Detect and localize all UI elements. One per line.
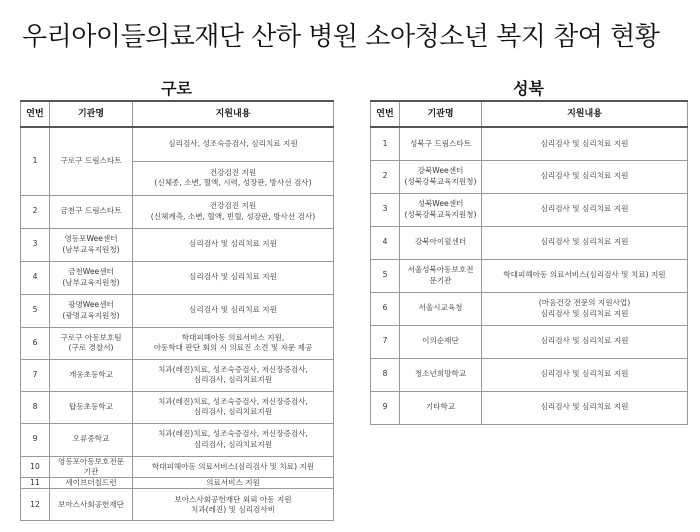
support-line: (마음건강 전문의 지원사업) <box>538 298 631 308</box>
org-name <box>50 391 133 423</box>
support-line: 심리검사 및 심리치료 지원 <box>540 204 629 214</box>
support-content <box>482 160 688 193</box>
row-number: 6 <box>371 292 400 325</box>
support-content <box>133 456 334 478</box>
row-number: 8 <box>371 358 400 391</box>
org-name-line: (구로 경찰서) <box>68 343 114 352</box>
column-header-org: 기관명 <box>400 101 482 127</box>
column-header-no: 연번 <box>371 101 400 127</box>
support-content <box>133 161 334 195</box>
support-line: 심리검사 및 심리치료 지원 <box>540 171 629 181</box>
support-line: 심리검사 및 심리치료 지원 <box>540 369 629 379</box>
table-row <box>21 127 334 161</box>
support-content <box>482 391 688 424</box>
support-line: 학대피해아동 의료서비스(심리검사 및 치료) 지원 <box>503 270 666 280</box>
org-name-line: 세이브더칠드런 <box>65 478 117 487</box>
support-content <box>482 226 688 259</box>
org-name-line: 문기관 <box>429 275 452 285</box>
row-number: 3 <box>371 193 400 226</box>
org-name-line: (광명교육지원청) <box>62 310 120 320</box>
org-name-line: 개웅초등학교 <box>68 369 113 379</box>
support-content <box>482 259 688 292</box>
org-name-line: 보아스사회공헌재단 <box>57 499 125 509</box>
support-line: 심리검사 및 심리치료 지원 <box>189 272 277 282</box>
support-content <box>133 294 334 327</box>
org-name <box>50 478 133 489</box>
support-line: 치과(레진)치료, 성조숙증검사, 저신장증검사, <box>157 429 309 439</box>
column-header-support: 지원내용 <box>133 101 334 127</box>
row-number: 5 <box>371 259 400 292</box>
table-row <box>21 228 334 261</box>
support-content <box>133 359 334 391</box>
table-row <box>371 325 688 358</box>
support-line: 심리검사, 성조숙증검사, 심리치료 지원 <box>168 139 298 149</box>
row-number: 6 <box>21 327 50 359</box>
org-name <box>400 226 482 259</box>
support-content <box>133 489 334 521</box>
support-line: 학대피해아동 의료서비스 지원, <box>181 332 285 342</box>
org-name-line: 성북구 드림스타트 <box>409 138 472 148</box>
org-name <box>50 423 133 456</box>
table-row <box>371 127 688 160</box>
page-title: 우리아이들의료재단 산하 병원 소아청소년 복지 참여 현황 <box>22 22 660 52</box>
org-name-line: 이의순재단 <box>422 336 459 346</box>
org-name <box>50 327 133 359</box>
org-name <box>400 391 482 424</box>
row-number: 7 <box>21 359 50 391</box>
table-row <box>21 423 334 456</box>
org-name-line: 기관 <box>83 466 99 476</box>
support-content <box>133 423 334 456</box>
support-line: 치과(레진)치료, 성조숙증검사, 저신장증검사, <box>157 364 309 374</box>
table-row <box>21 391 334 423</box>
row-number: 7 <box>371 325 400 358</box>
support-line: 심리검사 및 심리치료 지원 <box>540 308 629 318</box>
org-name <box>400 358 482 391</box>
org-name-line: 청소년희망학교 <box>414 369 467 379</box>
column-header-support: 지원내용 <box>482 101 688 127</box>
org-name-line: 탑동초등학교 <box>68 401 113 411</box>
support-line: 아동학대 판단 회의 시 의료진 소견 및 자문 제공 <box>153 343 313 352</box>
table-row <box>21 359 334 391</box>
org-name-line: 구로구 드림스타트 <box>60 156 122 166</box>
org-name <box>50 261 133 294</box>
row-number: 1 <box>371 127 400 160</box>
support-line: 심리검사, 심리치료지원 <box>193 407 273 416</box>
table-row <box>371 391 688 424</box>
org-name <box>400 160 482 193</box>
support-line: 심리검사 및 심리치료 지원 <box>540 237 629 247</box>
support-content <box>133 195 334 228</box>
table-row <box>371 358 688 391</box>
support-line: 심리검사, 심리치료지원 <box>193 375 273 384</box>
table-row <box>371 292 688 325</box>
org-name <box>50 228 133 261</box>
support-line: 심리검사 및 심리치료 지원 <box>540 402 629 412</box>
support-line: 건강검진 지원 <box>209 201 257 211</box>
org-name-line: 서울성북아동보호전 <box>407 265 474 275</box>
org-name <box>400 325 482 358</box>
table-row <box>21 327 334 359</box>
support-content <box>482 325 688 358</box>
table-header-row <box>21 101 334 127</box>
support-content <box>133 391 334 423</box>
support-content <box>133 261 334 294</box>
seongbuk-table <box>370 100 688 425</box>
support-content <box>482 292 688 325</box>
row-number: 5 <box>21 294 50 327</box>
table-row <box>21 261 334 294</box>
org-name <box>400 193 482 226</box>
seongbuk-heading: 성북 <box>513 79 544 98</box>
column-header-org: 기관명 <box>50 101 133 127</box>
org-name-line: (남부교육지원청) <box>62 277 120 287</box>
support-line: (신체계측, 소변, 혈액, 빈혈, 성장판, 방사선 검사) <box>150 211 316 221</box>
org-name <box>400 127 482 160</box>
support-line: 학대피해아동 의료서비스(심리검사 및 치료) 지원 <box>151 461 315 471</box>
row-number: 4 <box>371 226 400 259</box>
org-name-line: 금천구 드림스타트 <box>60 206 122 216</box>
table-row <box>21 456 334 478</box>
table-row <box>21 489 334 521</box>
support-line: 심리검사 및 심리치료 지원 <box>540 336 629 346</box>
org-name-line: 강북Wee센터 <box>417 166 464 176</box>
org-name-line: (성북강북교육지원청) <box>404 176 477 186</box>
support-content <box>133 478 334 489</box>
row-number: 9 <box>21 423 50 456</box>
support-content <box>133 327 334 359</box>
support-line: 치과(레진) 및 심리검사비 <box>190 504 276 514</box>
support-line: 심리검사 및 심리치료 지원 <box>540 138 629 148</box>
org-name-line: 영등포아동보호전문 <box>57 456 125 466</box>
org-name-line: 강북아이윌센터 <box>414 237 467 247</box>
support-line: 치과(레진)치료, 성조숙증검사, 저신장증검사, <box>157 396 309 406</box>
table-header-row <box>371 101 688 127</box>
row-number: 2 <box>21 195 50 228</box>
guro-heading: 구로 <box>161 79 192 98</box>
org-name-line: 광명Wee센터 <box>68 300 114 310</box>
row-number: 8 <box>21 391 50 423</box>
org-name-line: 영등포Wee센터 <box>64 234 118 244</box>
org-name-line: 기타학교 <box>425 402 456 412</box>
org-name <box>50 359 133 391</box>
table-row <box>21 195 334 228</box>
support-line: 심리검사 및 심리치료 지원 <box>189 239 277 249</box>
support-line: 심리검사, 심리치료지원 <box>193 439 273 449</box>
row-number: 9 <box>371 391 400 424</box>
org-name <box>50 127 133 195</box>
row-number: 2 <box>371 160 400 193</box>
org-name <box>50 294 133 327</box>
org-name <box>50 195 133 228</box>
org-name-line: 구로구 아동보호팀 <box>60 332 122 342</box>
org-name-line: 오류중학교 <box>72 434 110 444</box>
org-name <box>400 259 482 292</box>
support-line: 보아스사회공헌재단 외뢰 아동 지원 <box>174 494 292 504</box>
support-line: 의료서비스 지원 <box>206 478 260 487</box>
support-content <box>133 228 334 261</box>
support-line: 건강검진 지원 <box>209 167 257 177</box>
org-name <box>50 456 133 478</box>
support-content <box>133 127 334 161</box>
table-row <box>21 294 334 327</box>
row-number: 11 <box>21 478 50 489</box>
table-row <box>371 259 688 292</box>
table-row <box>371 226 688 259</box>
support-content <box>482 193 688 226</box>
row-number: 12 <box>21 489 50 521</box>
org-name-line: 서울시교육청 <box>418 303 463 313</box>
support-line: (신체종, 소변, 혈액, 시력, 성장판, 방사선 검사) <box>154 178 312 187</box>
row-number: 3 <box>21 228 50 261</box>
org-name <box>400 292 482 325</box>
org-name-line: (남부교육지원청) <box>62 244 120 254</box>
support-content <box>482 358 688 391</box>
table-row <box>371 160 688 193</box>
column-header-no: 연번 <box>21 101 50 127</box>
support-line: 심리검사 및 심리치료 지원 <box>189 305 277 315</box>
table-row <box>21 478 334 489</box>
org-name-line: 금천Wee센터 <box>68 267 114 277</box>
row-number: 10 <box>21 456 50 478</box>
org-name-line: 성북Wee센터 <box>417 199 464 209</box>
guro-table <box>20 100 334 521</box>
support-content <box>482 127 688 160</box>
row-number: 1 <box>21 127 50 195</box>
row-number: 4 <box>21 261 50 294</box>
table-row <box>371 193 688 226</box>
org-name <box>50 489 133 521</box>
org-name-line: (성북강북교육지원청) <box>404 209 477 219</box>
